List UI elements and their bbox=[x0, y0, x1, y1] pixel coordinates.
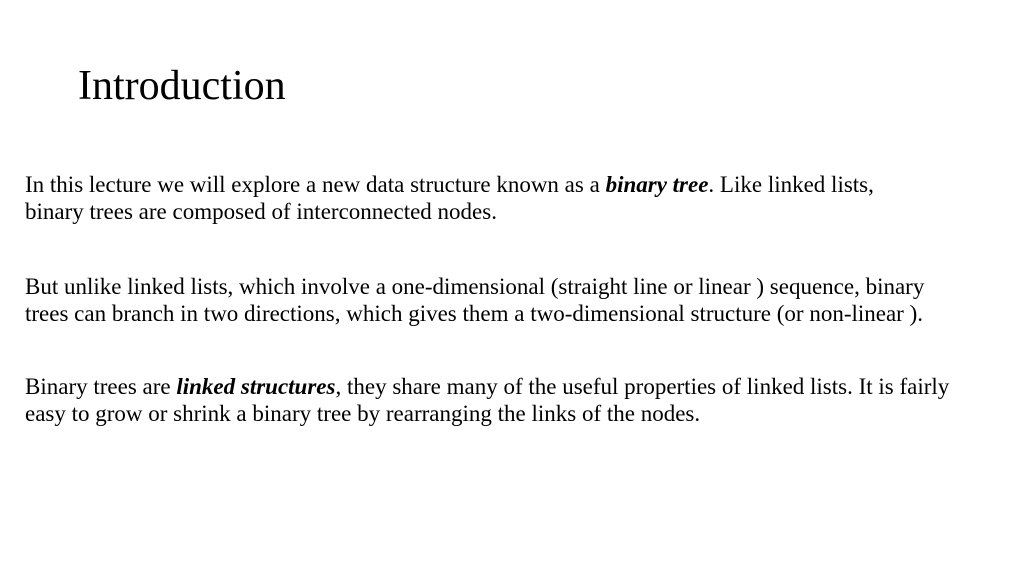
slide-body bbox=[25, 171, 955, 427]
paragraph-text: Binary trees are bbox=[25, 374, 177, 399]
paragraph-text: . Like linked lists, binary trees are composed of interconnected nodes. bbox=[25, 172, 874, 224]
term-linked-structures: linked structures bbox=[176, 374, 336, 399]
slide-title: Introduction bbox=[78, 63, 286, 109]
term-binary-tree: binary tree bbox=[605, 172, 709, 197]
paragraph-binary-tree-intro bbox=[25, 171, 925, 225]
paragraph-text: But unlike linked lists, which involve a one-dimensional (straight line or linear ) sequence, binary trees can branch in two directions, which gives them a two-dimensional structure (or non-linear ). bbox=[25, 274, 925, 326]
paragraph-text: In this lecture we will explore a new data structure known as a bbox=[25, 172, 606, 197]
paragraph-branching bbox=[25, 273, 925, 327]
paragraph-text: , they share many of the useful properties of linked lists. It is fairly easy to grow or shrink a binary tree by rearranging the links of the nodes. bbox=[25, 374, 950, 426]
paragraph-linked-structures bbox=[25, 373, 950, 427]
